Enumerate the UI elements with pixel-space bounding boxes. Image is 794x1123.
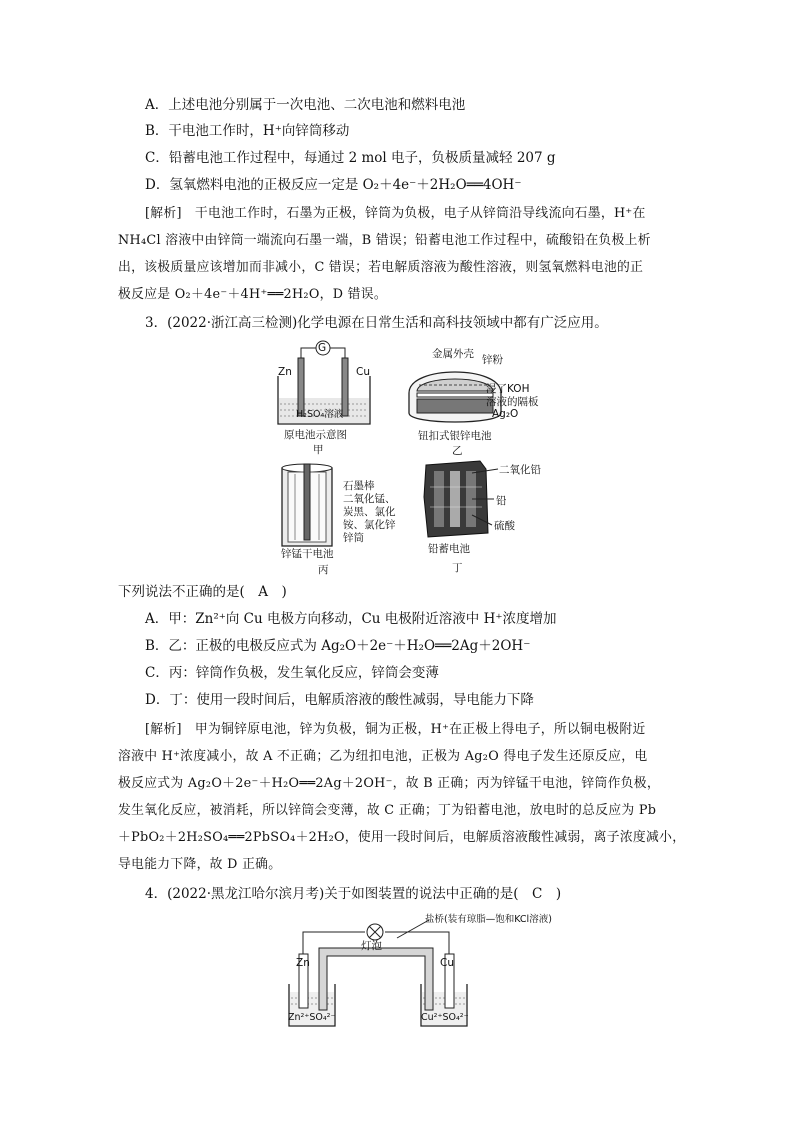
zn-electrode-label: Zn (278, 366, 292, 378)
galvanic-cell-diagram (270, 336, 385, 436)
figure-caption: 原电池示意图 (284, 429, 347, 441)
figure-caption: 铅蓄电池 (428, 543, 470, 555)
q3-explanation-line: 导电能力下降，故 D 正确。 (118, 857, 282, 872)
left-solution-label: Zn²⁺SO₄²⁻ (288, 1012, 336, 1023)
metal-shell-label: 金属外壳 (432, 348, 474, 360)
q3-option-a: A．甲：Zn²⁺向 Cu 电极方向移动，Cu 电极附近溶液中 H⁺浓度增加 (145, 611, 557, 627)
q3-stem: 3．(2022·浙江高三检测)化学电源在日常生活和高科技领域中都有广泛应用。 (145, 315, 608, 331)
zinc-powder-label: 锌粉 (482, 354, 503, 366)
q4-stem: 4．(2022·黑龙江哈尔滨月考)关于如图装置的说法中正确的是( C ) (145, 886, 562, 902)
paste-label-1: 二氧化锰、 (343, 493, 396, 505)
galvanometer-label: G (318, 342, 327, 354)
cu-electrode-label: Cu (440, 957, 454, 969)
q2-option-b: B．干电池工作时，H⁺向锌筒移动 (145, 123, 350, 139)
paste-label-3: 铵、氯化锌 (343, 519, 396, 531)
figure-label-yi: 乙 (452, 445, 463, 457)
zinc-can-label: 锌筒 (343, 532, 364, 544)
q3-option-c: C．丙：锌筒作负极，发生氧化反应，锌筒会变薄 (145, 665, 439, 681)
ag2o-label: Ag₂O (492, 408, 519, 420)
q2-option-a: A．上述电池分别属于一次电池、二次电池和燃料电池 (145, 97, 466, 113)
dry-cell-diagram (278, 462, 338, 548)
q2-explanation-line: NH₄Cl 溶液中由锌筒一端流向石墨一端，B 错误；铅蓄电池工作过程中，硫酸铅在负极上析 (118, 233, 651, 248)
figure-label-bing: 丙 (318, 564, 329, 576)
zn-electrode-label: Zn (296, 957, 310, 969)
solution-label: H₂SO₄溶液 (296, 409, 344, 420)
q3-option-b: B．乙：正极的电极反应式为 Ag₂O＋2e⁻＋H₂O══2Ag＋2OH⁻ (145, 638, 531, 654)
lead-dioxide-label: 二氧化铅 (499, 464, 541, 476)
q3-explanation-line: 极反应式为 Ag₂O＋2e⁻＋H₂O══2Ag＋2OH⁻，故 B 正确；丙为锌锰干电池，锌筒作负极， (118, 776, 660, 791)
separator-label-1: 浸了KOH (486, 383, 530, 395)
cu-electrode-label: Cu (356, 366, 370, 378)
lead-label: 铅 (496, 495, 507, 507)
right-solution-label: Cu²⁺SO₄²⁻ (421, 1012, 469, 1023)
q3-explanation-line: 溶液中 H⁺浓度减小，故 A 不正确；乙为纽扣电池，正极为 Ag₂O 得电子发生还原反应，电 (118, 749, 648, 764)
q2-explanation-line: 极反应是 O₂＋4e⁻＋4H⁺══2H₂O，D 错误。 (118, 287, 387, 302)
figure-bing (278, 462, 338, 548)
figure-label-ding: 丁 (452, 562, 463, 574)
q3-explanation-line: ＋PbO₂＋2H₂SO₄══2PbSO₄＋2H₂O，使用一段时间后，电解质溶液酸性减弱，离子浓度减小， (118, 830, 686, 845)
figure-caption: 锌锰干电池 (281, 548, 334, 560)
figure-jia (270, 336, 385, 436)
q3-explanation-line: [解析] 甲为铜锌原电池，锌为负极，铜为正极，H⁺在正极上得电子，所以铜电极附近 (145, 722, 646, 737)
graphite-rod-label: 石墨棒 (343, 480, 375, 492)
q3-explanation-line: 发生氧化反应，被消耗，所以锌筒会变薄，故 C 正确；丁为铅蓄电池，放电时的总反应为 Pb (118, 803, 657, 818)
figure-label-jia: 甲 (313, 444, 324, 456)
separator-label-2: 溶液的隔板 (486, 396, 539, 408)
q3-option-d: D．丁：使用一段时间后，电解质溶液的酸性减弱，导电能力下降 (145, 692, 534, 708)
figure-caption: 钮扣式银锌电池 (418, 430, 492, 442)
q2-explanation-line: [解析] 干电池工作时，石墨为正极，锌筒为负极，电子从锌筒沿导线流向石墨，H⁺在 (145, 206, 646, 221)
salt-bridge-label: 盐桥(装有琼脂—饱和KCl溶液) (425, 914, 552, 925)
q2-option-d: D．氢氧燃料电池的正极反应一定是 O₂＋4e⁻＋2H₂O══4OH⁻ (145, 177, 522, 193)
bulb-label: 灯泡 (361, 940, 382, 952)
paste-label-2: 炭黑、氯化 (343, 506, 396, 518)
q2-explanation-line: 出，该极质量应该增加而非减小，C 错误；若电解质溶液为酸性溶液，则氢氧燃料电池的正 (118, 260, 644, 275)
q3-question: 下列说法不正确的是( A ) (118, 584, 287, 600)
q2-option-c: C．铅蓄电池工作过程中，每通过 2 mol 电子，负极质量减轻 207 g (145, 150, 556, 166)
sulfuric-acid-label: 硫酸 (494, 520, 515, 532)
